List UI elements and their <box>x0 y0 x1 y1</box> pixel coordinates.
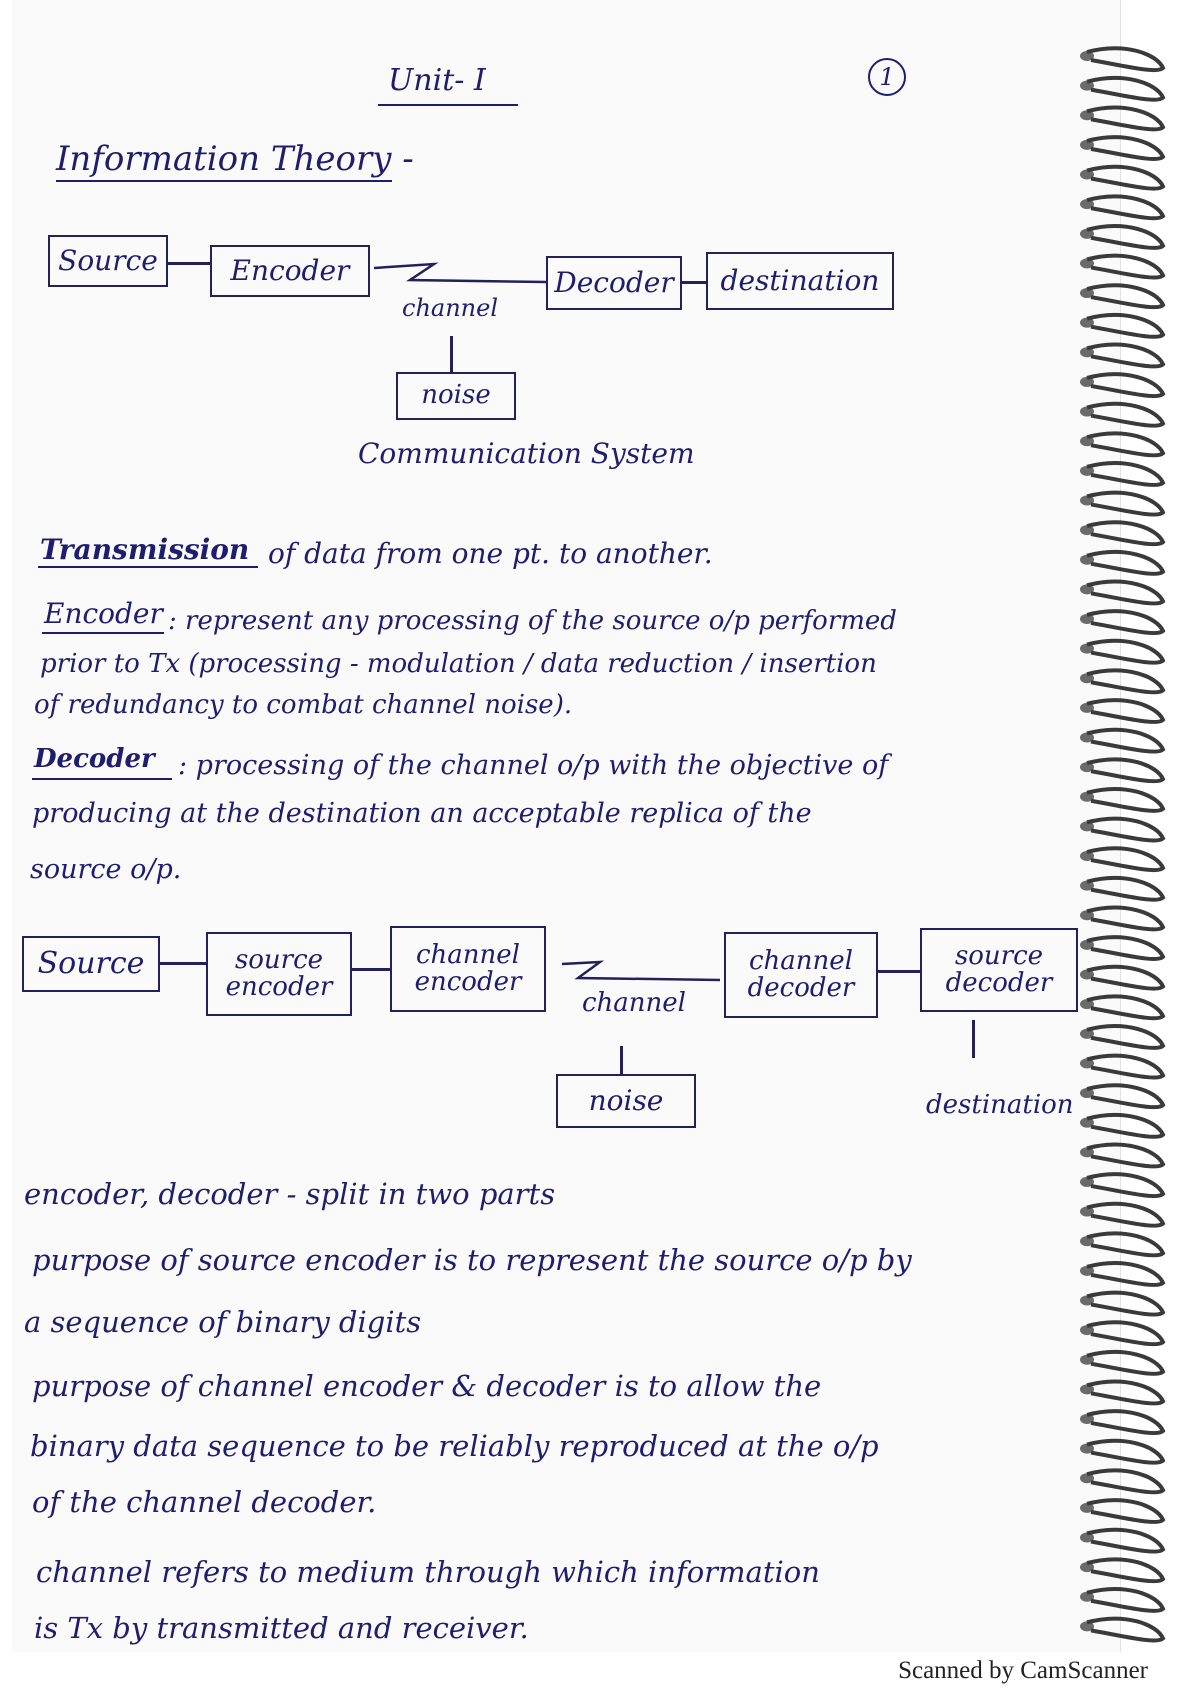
noise-box: noise <box>556 1074 696 1128</box>
binding-coil <box>1087 967 1163 989</box>
encoder-definition-line: : represent any processing of the source o/p performed <box>168 606 897 636</box>
source-box: Source <box>48 235 168 287</box>
binding-coil <box>1087 671 1163 693</box>
binding-coil <box>1087 463 1163 485</box>
destination-box: destination <box>706 252 894 310</box>
binding-coil <box>1087 1204 1163 1226</box>
channel-encoder-box: channel encoder <box>390 926 546 1012</box>
binding-coil <box>1087 137 1163 159</box>
note-line: purpose of source encoder is to represent the source o/p by <box>32 1243 912 1277</box>
source-encoder-box: source encoder <box>206 932 352 1016</box>
source-decoder-box: source decoder <box>920 928 1078 1012</box>
binding-coil <box>1087 404 1163 426</box>
binding-coil <box>1087 1115 1163 1137</box>
binding-coil <box>1087 848 1163 870</box>
binding-coil <box>1087 374 1163 396</box>
note-line: a sequence of binary digits <box>24 1305 422 1339</box>
channel-label: channel <box>582 988 686 1018</box>
encoder-term: Encoder <box>44 597 163 630</box>
binding-coil <box>1087 937 1163 959</box>
connector-line <box>682 281 706 284</box>
binding-coil <box>1087 1619 1163 1641</box>
encoder-term-underline <box>42 632 164 634</box>
note-line: encoder, decoder - split in two parts <box>24 1177 556 1211</box>
note-line: channel refers to medium through which information <box>36 1555 820 1589</box>
note-line: is Tx by transmitted and receiver. <box>34 1611 529 1645</box>
binding-coil <box>1087 582 1163 604</box>
binding-coil <box>1087 1441 1163 1463</box>
channel-zigzag-link <box>372 250 546 290</box>
binding-coil <box>1087 1352 1163 1374</box>
noise-box: noise <box>396 372 516 420</box>
spiral-binding <box>1065 40 1195 1660</box>
scanner-watermark: Scanned by CamScanner <box>898 1657 1148 1684</box>
binding-coil <box>1087 1322 1163 1344</box>
page-number: 1 <box>868 58 906 96</box>
binding-coil <box>1087 433 1163 455</box>
binding-coil <box>1087 1530 1163 1552</box>
binding-coil <box>1087 1589 1163 1611</box>
binding-coil <box>1087 1411 1163 1433</box>
decoder-definition-line: : processing of the channel o/p with the objective of <box>178 750 889 781</box>
binding-coil <box>1087 1085 1163 1107</box>
binding-coil <box>1087 108 1163 130</box>
binding-coil <box>1087 1382 1163 1404</box>
binding-coil <box>1087 493 1163 515</box>
transmission-underline <box>38 566 258 568</box>
decoder-definition-line: producing at the destination an acceptable replica of the <box>32 798 812 829</box>
unit-heading-underline <box>378 104 518 106</box>
binding-coil <box>1087 285 1163 307</box>
binding-coil <box>1087 1233 1163 1255</box>
encoder-definition-line: prior to Tx (processing - modulation / data reduction / insertion <box>40 649 877 679</box>
binding-coil <box>1087 789 1163 811</box>
decoder-term-underline <box>32 778 172 780</box>
binding-coil <box>1087 759 1163 781</box>
note-line: of the channel decoder. <box>32 1485 377 1519</box>
binding-coil <box>1087 522 1163 544</box>
noise-connector <box>620 1046 623 1076</box>
transmission-term: Transmission <box>40 533 250 566</box>
page-title-underline <box>56 180 392 182</box>
connector-line <box>878 970 920 973</box>
source-box: Source <box>22 936 160 992</box>
decoder-term: Decoder <box>34 744 155 774</box>
binding-coil <box>1087 611 1163 633</box>
note-line: binary data sequence to be reliably reproduced at the o/p <box>30 1429 879 1463</box>
binding-coil <box>1087 48 1163 70</box>
encoder-definition-line: of redundancy to combat channel noise). <box>34 690 573 720</box>
connector-line <box>168 262 210 265</box>
binding-coil <box>1087 730 1163 752</box>
binding-coil <box>1087 996 1163 1018</box>
decoder-box: Decoder <box>546 256 682 310</box>
channel-decoder-box: channel decoder <box>724 932 878 1018</box>
binding-coil <box>1087 1263 1163 1285</box>
binding-coil <box>1087 819 1163 841</box>
binding-coil <box>1087 1471 1163 1493</box>
channel-zigzag-link <box>560 952 720 992</box>
unit-heading: Unit- I <box>388 63 486 98</box>
binding-coil <box>1087 1559 1163 1581</box>
encoder-box: Encoder <box>210 245 370 297</box>
channel-label: channel <box>402 294 498 322</box>
binding-coil <box>1087 1026 1163 1048</box>
binding-coil <box>1087 641 1163 663</box>
binding-coil <box>1087 1145 1163 1167</box>
decoder-definition-line: source o/p. <box>30 854 182 885</box>
binding-coil <box>1087 1293 1163 1315</box>
destination-label: destination <box>926 1090 1074 1120</box>
page-title: Information Theory - <box>56 139 414 179</box>
binding-coil <box>1087 256 1163 278</box>
binding-coil <box>1087 1056 1163 1078</box>
binding-coil <box>1087 196 1163 218</box>
diagram-caption: Communication System <box>358 437 695 470</box>
binding-coil <box>1087 700 1163 722</box>
binding-coil <box>1087 226 1163 248</box>
binding-coil <box>1087 878 1163 900</box>
binding-coil <box>1087 78 1163 100</box>
transmission-text: of data from one pt. to another. <box>268 537 713 570</box>
connector-line <box>160 962 206 965</box>
binding-coil <box>1087 345 1163 367</box>
connector-line <box>352 968 390 971</box>
destination-connector <box>972 1020 975 1058</box>
binding-coil <box>1087 1174 1163 1196</box>
binding-coil <box>1087 167 1163 189</box>
binding-coil <box>1087 552 1163 574</box>
binding-coil <box>1087 315 1163 337</box>
binding-coil <box>1087 908 1163 930</box>
note-line: purpose of channel encoder & decoder is to allow the <box>32 1369 822 1403</box>
noise-connector <box>450 336 453 372</box>
binding-coil <box>1087 1500 1163 1522</box>
